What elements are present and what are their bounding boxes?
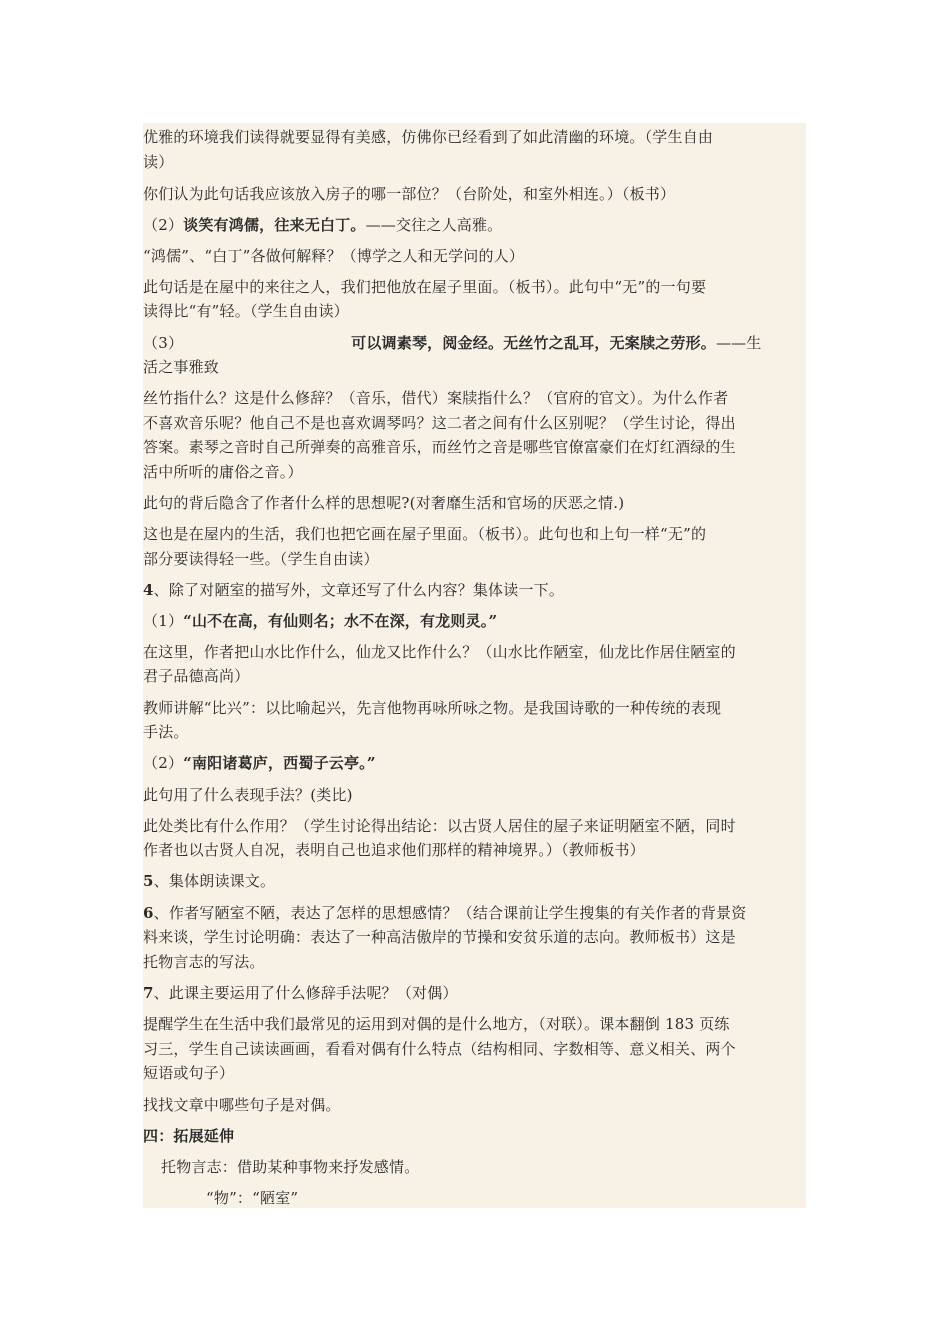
text-line: “鸿儒”、“白丁”各做何解释？（博学之人和无学问的人） — [143, 247, 525, 265]
text-line: 丝竹指什么？这是什么修辞？（音乐，借代）案牍指什么？（官府的官文）。为什么作者 — [143, 389, 729, 407]
text-line — [143, 751, 376, 776]
text-line — [143, 981, 458, 1006]
text-line: 此句的背后隐含了作者什么样的思想呢?(对奢靡生活和官场的厌恶之情.) — [143, 494, 625, 512]
text-line — [143, 213, 502, 238]
text-line: 托物言志的写法。 — [143, 953, 265, 971]
text-line: 不喜欢音乐呢？他自己不是也喜欢调琴吗？这二者之间有什么区别呢？（学生讨论，得出 — [143, 414, 736, 432]
text-line: 手法。 — [143, 723, 189, 741]
text-line: 提醒学生在生活中我们最常见的运用到对偶的是什么地方，（对联）。课本翻倒 183 页练 — [143, 1015, 730, 1033]
text-line: 此句话是在屋中的来往之人，我们把他放在屋子里面。（板书）。此句中“无”的一句要 — [143, 278, 707, 296]
text-line — [143, 578, 564, 603]
text-line: 优雅的环境我们读得就要显得有美感，仿佛你已经看到了如此清幽的环境。（学生自由 — [143, 128, 714, 146]
text-line: 活中所听的庸俗之音。） — [143, 463, 303, 481]
text-line: 君子品德高尚） — [143, 667, 250, 685]
item-number: 6 — [143, 904, 154, 922]
note-text: ——交往之人高雅。 — [365, 216, 503, 234]
text-line: 答案。素琴之音时自己所弹奏的高雅音乐，而丝竹之音是哪些官僚富豪们在灯红酒绿的生 — [143, 438, 736, 456]
text-line: 此句用了什么表现手法？(类比) — [143, 786, 353, 804]
section-heading: 四：拓展延伸 — [143, 1127, 235, 1145]
item-number: 7 — [143, 984, 154, 1002]
text-line — [143, 609, 497, 634]
item-number: 5 — [143, 872, 154, 890]
text-line — [143, 901, 746, 926]
text-line: 托物言志：借助某种事物来抒发感情。 — [161, 1158, 420, 1176]
item-number: （3） — [143, 334, 184, 352]
text-line: 教师讲解“比兴”：以比喻起兴，先言他物再咏所咏之物。是我国诗歌的一种传统的表现 — [143, 699, 722, 717]
text-line: 读） — [143, 153, 174, 171]
text-line: “物”：“陋室” — [206, 1189, 299, 1207]
text-line: 你们认为此句话我应该放入房子的哪一部位？（台阶处，和室外相连。）（板书） — [143, 185, 676, 203]
text-line: 在这里，作者把山水比作什么，仙龙又比作什么？（山水比作陋室，仙龙比作居住陋室的 — [143, 643, 736, 661]
text-line: 习三，学生自己读读画画，看看对偶有什么特点（结构相同、字数相等、意义相关、两个 — [143, 1040, 736, 1058]
quote-text: “山不在高，有仙则名；水不在深，有龙则灵。” — [183, 612, 498, 630]
text-line: 这也是在屋内的生活，我们也把它画在屋子里面。（板书）。此句也和上句一样“无”的 — [143, 525, 707, 543]
text-line: 料来谈，学生讨论明确：表达了一种高洁傲岸的节操和安贫乐道的志向。教师板书）这是 — [143, 928, 736, 946]
text-line: 活之事雅致 — [143, 358, 220, 376]
text-line — [143, 869, 275, 894]
item-text: 、此课主要运用了什么修辞手法呢？（对偶） — [153, 984, 458, 1002]
quote-text: 谈笑有鸿儒，往来无白丁。 — [183, 216, 366, 234]
quote-text: “南阳诸葛庐，西蜀子云亭。” — [183, 754, 376, 772]
text-line — [143, 331, 762, 356]
item-text: 、作者写陋室不陋，表达了怎样的思想感情？（结合课前让学生搜集的有关作者的背景资 — [153, 904, 747, 922]
item-number: （2） — [143, 216, 184, 234]
item-number: （2） — [143, 754, 184, 772]
text-line: 读得比“有”轻。（学生自由读） — [143, 302, 349, 320]
text-line: 部分要读得轻一些。（学生自由读） — [143, 550, 379, 568]
text-line: 找找文章中哪些句子是对偶。 — [143, 1096, 341, 1114]
item-text: 、除了对陋室的描写外，文章还写了什么内容？集体读一下。 — [153, 581, 565, 599]
text-line: 短语或句子） — [143, 1064, 235, 1082]
note-text: ——生 — [715, 334, 762, 352]
text-line: 作者也以古贤人自况，表明自己也追求他们那样的精神境界。）（教师板书） — [143, 841, 645, 859]
text-line: 此处类比有什么作用？（学生讨论得出结论：以古贤人居住的屋子来证明陋室不陋，同时 — [143, 817, 736, 835]
item-number: （1） — [143, 612, 184, 630]
quote-text: 可以调素琴，阅金经。无丝竹之乱耳，无案牍之劳形。 — [351, 334, 716, 352]
item-text: 、集体朗读课文。 — [153, 872, 276, 890]
item-number: 4 — [143, 581, 154, 599]
